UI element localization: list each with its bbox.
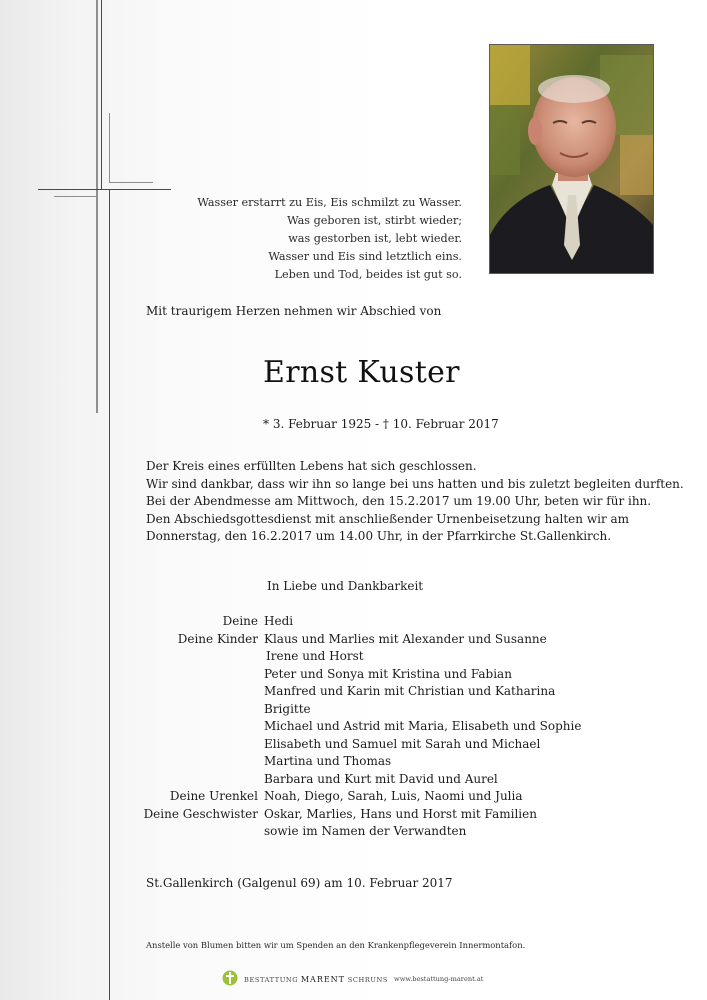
- funeral-home-name: [244, 975, 388, 984]
- relative-names: Manfred und Karin mit Christian und Katharina: [264, 684, 556, 698]
- relative-label: Deine Geschwister: [143, 806, 258, 821]
- paragraph-line: Donnerstag, den 16.2.2017 um 14.00 Uhr, in der Pfarrkirche St.Gallenkirch.: [146, 529, 612, 544]
- relative-label: Deine Urenkel: [169, 789, 258, 803]
- cross-horizontal-line-lower: [54, 196, 98, 197]
- place-and-date: St.Gallenkirch (Galgenul 69) am 10. Februar 2017: [146, 876, 453, 890]
- cross-vertical-line-right: [101, 0, 102, 190]
- deceased-name: Ernst Kuster: [263, 355, 460, 390]
- relative-row: [0, 719, 707, 736]
- cross-horizontal-line: [38, 189, 171, 190]
- relative-names: Barbara und Kurt mit David und Aurel: [264, 771, 498, 786]
- relative-row: [0, 754, 707, 771]
- relative-row: [0, 667, 707, 684]
- intro-text: Mit traurigem Herzen nehmen wir Abschied von: [146, 304, 442, 318]
- poem-line: Wasser und Eis sind letztlich eins.: [268, 250, 462, 263]
- cross-vertical-line-long: [109, 190, 110, 1000]
- relative-row: [0, 649, 707, 666]
- relative-names: Elisabeth und Samuel mit Sarah und Michael: [264, 736, 541, 751]
- relative-label: Deine Kinder: [177, 631, 258, 646]
- relative-names: Irene und Horst: [266, 649, 364, 663]
- relative-row: [0, 824, 707, 841]
- relative-label: Deine: [222, 614, 258, 628]
- relative-row: [0, 702, 707, 719]
- poem-line: Wasser erstarrt zu Eis, Eis schmilzt zu Wasser.: [197, 196, 462, 209]
- paragraph-line: Bei der Abendmesse am Mittwoch, den 15.2.2017 um 19.00 Uhr, beten wir für ihn.: [146, 494, 652, 509]
- relative-names: Oskar, Marlies, Hans und Horst mit Familien: [264, 806, 537, 821]
- paragraph-line: Den Abschiedsgottesdienst mit anschließender Urnenbeisetzung halten wir am: [146, 511, 630, 526]
- love-line: In Liebe und Dankbarkeit: [267, 579, 424, 593]
- relative-row: [0, 737, 707, 754]
- poem-line: Leben und Tod, beides ist gut so.: [274, 268, 462, 281]
- brand-prefix: BESTATTUNG: [244, 975, 299, 984]
- relative-names: Martina und Thomas: [264, 754, 392, 768]
- relative-row: [0, 684, 707, 701]
- life-dates: * 3. Februar 1925 - † 10. Februar 2017: [263, 417, 499, 431]
- relative-row: [0, 614, 707, 631]
- relative-row: [0, 807, 707, 824]
- relative-names: Michael und Astrid mit Maria, Elisabeth und Sophie: [264, 719, 582, 733]
- poem-line: Was geboren ist, stirbt wieder;: [287, 214, 462, 227]
- cross-horizontal-line-short: [109, 182, 153, 183]
- relative-names: Brigitte: [264, 701, 311, 716]
- relative-row: [0, 772, 707, 789]
- cross-vertical-line-left: [96, 0, 98, 413]
- paragraph-line: Wir sind dankbar, dass wir ihn so lange bei uns hatten und bis zuletzt begleiten durften.: [146, 476, 684, 491]
- relative-names: Hedi: [264, 614, 294, 628]
- relative-names: Noah, Diego, Sarah, Luis, Naomi und Julia: [264, 789, 523, 803]
- poem: [197, 194, 462, 284]
- portrait-photo: [489, 44, 654, 274]
- donation-note: Anstelle von Blumen bitten wir um Spenden an den Krankenpflegeverein Innermontafon.: [146, 940, 526, 950]
- funeral-home-footer: [222, 969, 483, 989]
- relative-names: Klaus und Marlies mit Alexander und Susanne: [264, 631, 547, 646]
- brand-name: MARENT: [300, 974, 346, 984]
- cross-vertical-line-inner: [109, 113, 110, 183]
- relative-names: sowie im Namen der Verwandten: [264, 824, 467, 838]
- paragraph-line: Der Kreis eines erfüllten Lebens hat sich geschlossen.: [146, 459, 477, 473]
- brand-town: SCHRUNS: [347, 975, 389, 984]
- announcement-paragraph: [146, 458, 684, 546]
- poem-line: was gestorben ist, lebt wieder.: [288, 232, 462, 245]
- relative-row: [0, 789, 707, 806]
- relative-row: [0, 632, 707, 649]
- relative-names: Peter und Sonya mit Kristina und Fabian: [264, 666, 512, 681]
- funeral-home-logo-icon: [222, 969, 238, 989]
- funeral-home-url: www.bestattung-marent.at: [394, 975, 484, 983]
